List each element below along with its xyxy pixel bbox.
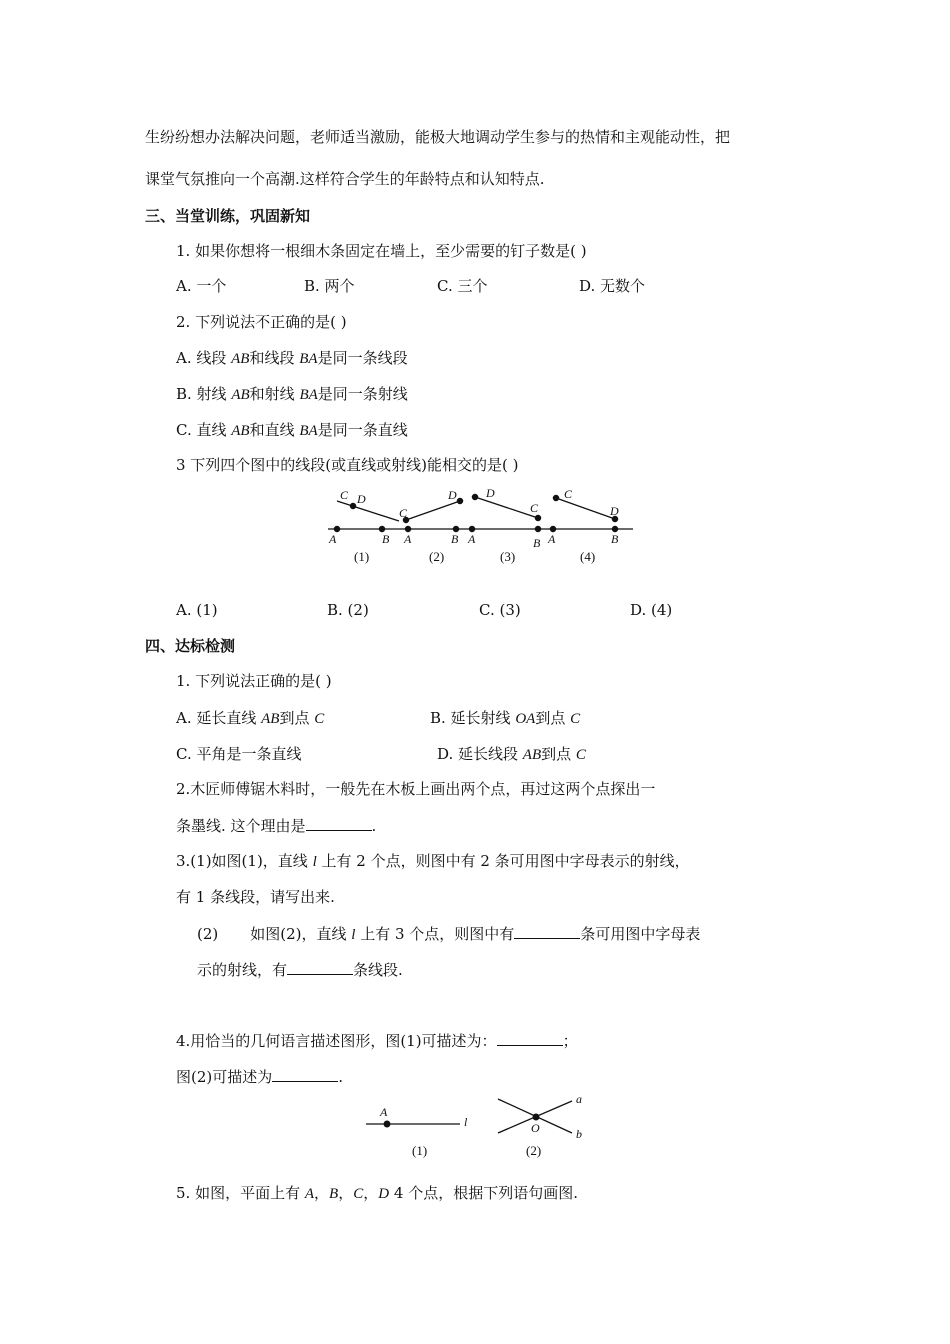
- s4-q4-line-2: 图(2)可描述为 .: [176, 1068, 344, 1086]
- fig4-segment-cd: [556, 498, 615, 519]
- fig1-label-l: l: [464, 1115, 468, 1129]
- s4-q4-fig2-blank[interactable]: [272, 1066, 338, 1082]
- s4-q1-option-d: D. 延长线段 AB到点 C: [437, 745, 586, 763]
- s3-q1-stem: 1. 如果你想将一根细木条固定在墙上，至少需要的钉子数是( ): [176, 242, 587, 260]
- s3-q1-option-b: B. 两个: [304, 277, 355, 295]
- fig2-point-a: [405, 526, 410, 531]
- s4-q3-line-1: 3.(1)如图(1)，直线 l 上有 2 个点，则图中有 2 条可用图中字母表示的射线，: [176, 852, 690, 870]
- s4-q4-fig1-blank[interactable]: [497, 1030, 563, 1046]
- s4-q3-line-2: 有 1 条线段，请写出来.: [176, 888, 335, 906]
- fig3-label-d: D: [486, 486, 495, 500]
- s4-q3-line-3: (2) 如图(2)，直线 l 上有 3 个点，则图中有 条可用图中字母表: [197, 925, 701, 943]
- fig2-label-c: C: [399, 506, 408, 520]
- fig2-point-o: [533, 1114, 539, 1120]
- s4-q4-line-1: 4.用恰当的几何语言描述图形，图(1)可描述为： ；: [176, 1032, 578, 1050]
- fig-caption-3: (3): [500, 549, 516, 564]
- fig2-label-a: a: [576, 1092, 582, 1106]
- s3-q2-option-c: C. 直线 AB和直线 BA是同一条直线: [176, 421, 408, 439]
- s4-q3-rays-blank[interactable]: [514, 923, 580, 939]
- s3-q2-option-a: A. 线段 AB和线段 BA是同一条线段: [176, 349, 408, 367]
- intro-line-1: 生纷纷想办法解决问题，老师适当激励，能极大地调动学生参与的热情和主观能动性，把: [145, 128, 731, 146]
- s3-q3-figure: [320, 485, 640, 570]
- s4-q4-figure: [360, 1092, 600, 1160]
- section-3-heading: 三、当堂训练，巩固新知: [145, 207, 311, 225]
- s4-q1-option-a: A. 延长直线 AB到点 C: [176, 709, 325, 727]
- s4-q1-option-b: B. 延长射线 OA到点 C: [430, 709, 581, 727]
- s3-q3-option-d: D. (4): [630, 601, 673, 619]
- fig1-label-c: C: [340, 488, 349, 502]
- fig1-segment-cd: [337, 501, 399, 521]
- s4-q2-line-1: 2.木匠师傅锯木料时，一般先在木板上画出两个点，再过这两个点探出一: [176, 780, 656, 798]
- fig4-point-a: [550, 526, 555, 531]
- fig3-point-c: [535, 515, 540, 520]
- s3-q1-option-d: D. 无数个: [579, 277, 646, 295]
- s3-q2-stem: 2. 下列说法不正确的是( ): [176, 313, 347, 331]
- s3-q1-option-a: A. 一个: [176, 277, 227, 295]
- fig1-point-a: [384, 1121, 390, 1127]
- fig3-point-a: [469, 526, 474, 531]
- s3-q3-option-c: C. (3): [479, 601, 521, 619]
- fig2-label-b: B: [451, 532, 459, 546]
- fig3-label-c: C: [530, 501, 539, 515]
- fig1-point-a: [334, 526, 339, 531]
- s3-q3-option-b: B. (2): [327, 601, 369, 619]
- fig1-label-b: B: [382, 532, 390, 546]
- fig4-point-b: [612, 526, 617, 531]
- fig2-point-d: [457, 498, 462, 503]
- fig-caption-4: (4): [580, 549, 596, 564]
- fig3-point-d: [472, 494, 477, 499]
- s4-q1-option-c: C. 平角是一条直线: [176, 745, 302, 763]
- section-4-heading: 四、达标检测: [145, 637, 236, 655]
- s4-q1-stem: 1. 下列说法正确的是( ): [176, 672, 332, 690]
- intro-line-2: 课堂气氛推向一个高潮.这样符合学生的年龄特点和认知特点.: [145, 170, 545, 188]
- fig4-caption-2: (2): [526, 1143, 542, 1158]
- fig-caption-2: (2): [429, 549, 445, 564]
- fig1-point-d: [350, 503, 355, 508]
- fig4-label-a: A: [548, 532, 556, 546]
- fig3-label-a: A: [468, 532, 476, 546]
- fig4-caption-1: (1): [412, 1143, 428, 1158]
- fig1-label-a: A: [380, 1105, 388, 1119]
- fig2-point-b: [453, 526, 458, 531]
- fig4-label-b: B: [611, 532, 619, 546]
- s3-q3-stem: 3 下列四个图中的线段(或直线或射线)能相交的是( ): [176, 456, 519, 474]
- fig4-label-c: C: [564, 487, 573, 501]
- fig1-label-d: D: [357, 492, 366, 506]
- fig2-label-d: D: [448, 488, 457, 502]
- s4-q3-segments-blank[interactable]: [287, 959, 353, 975]
- fig3-segment-dc: [475, 497, 538, 518]
- s4-q3-line-4: 示的射线，有 条线段.: [197, 961, 403, 979]
- s4-q5-stem: 5. 如图，平面上有 A，B，C，D 4 个点，根据下列语句画图.: [176, 1184, 578, 1202]
- fig1-point-b: [379, 526, 384, 531]
- fig4-point-c: [553, 495, 558, 500]
- fig4-label-d: D: [610, 504, 619, 518]
- s4-q2-line-2: 条墨线. 这个理由是 .: [176, 817, 377, 835]
- fig3-label-b: B: [533, 536, 541, 550]
- fig2-segment-cd: [406, 501, 460, 520]
- fig2-label-o: O: [531, 1121, 540, 1135]
- s3-q1-option-c: C. 三个: [437, 277, 488, 295]
- fig2-label-a: A: [404, 532, 412, 546]
- fig-caption-1: (1): [354, 549, 370, 564]
- s4-q2-answer-blank[interactable]: [306, 815, 372, 831]
- fig3-point-b: [535, 526, 540, 531]
- fig2-label-b: b: [576, 1127, 582, 1141]
- fig1-label-a: A: [329, 532, 337, 546]
- s3-q2-option-b: B. 射线 AB和射线 BA是同一条射线: [176, 385, 408, 403]
- s3-q3-option-a: A. (1): [176, 601, 218, 619]
